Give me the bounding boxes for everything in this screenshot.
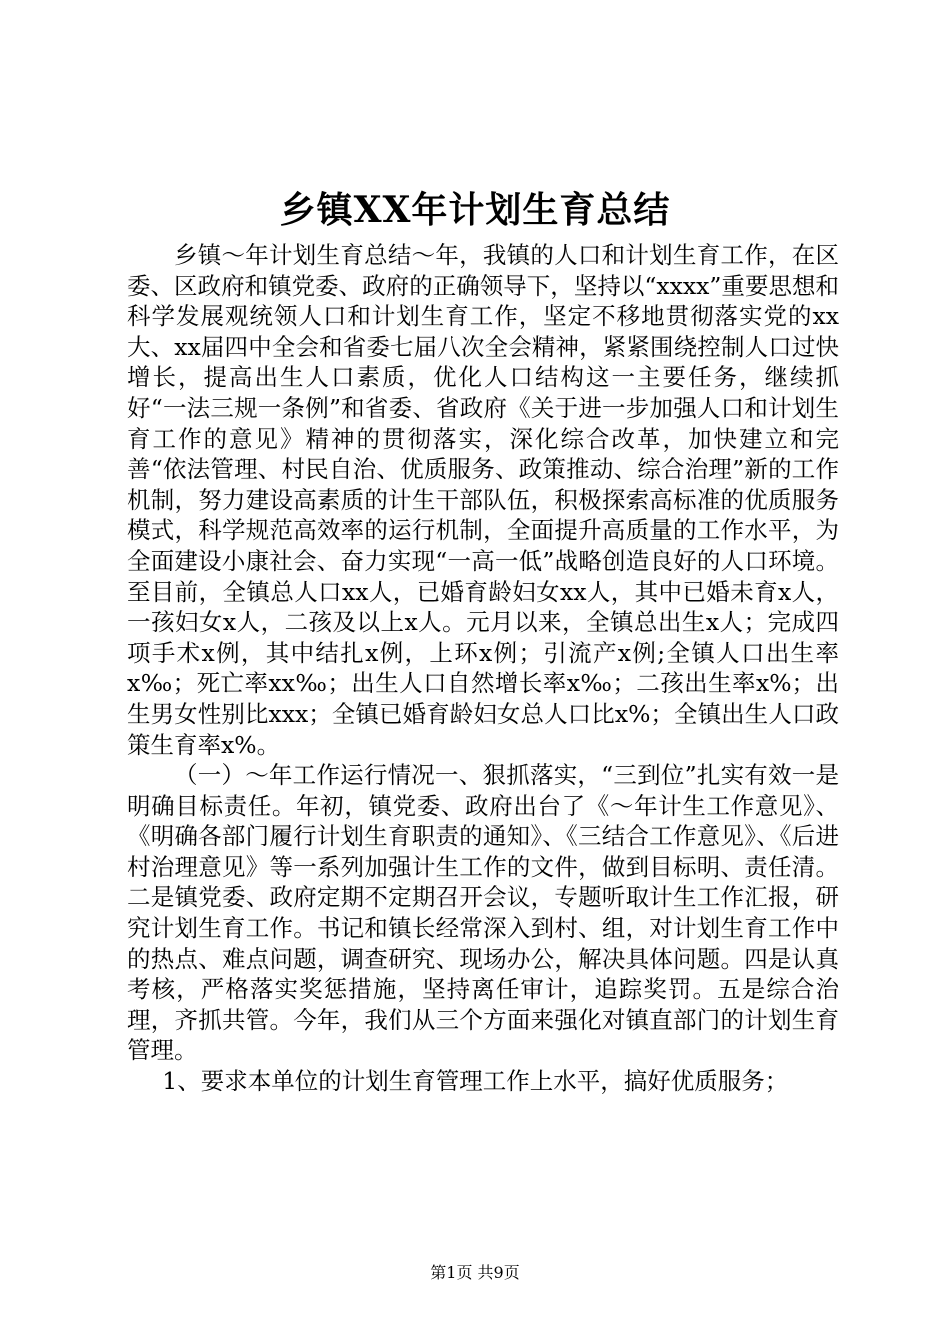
page-number: 第1页 共9页 (430, 1263, 520, 1282)
paragraph-summary: 乡镇～年计划生育总结～年，我镇的人口和计划生育工作，在区委、区政府和镇党委、政府的正确领导下，坚持以“xxxx”重要思想和科学发展观统领人口和计划生育工作，坚定不移地贯彻落实党的xx大、xx届四中全会和省委七届八次全会精神，紧紧围绕控制人口过快增长，提高出生人口素质，优化人口结构这一主要任务，继续抓好“一法三规一条例”和省委、省政府《关于进一步加强人口和计划生育工作的意见》精神的贯彻落实，深化综合改革，加快建立和完善“依法管理、村民自治、优质服务、政策推动、综合治理”新的工作机制，努力建设高素质的计生干部队伍，积极探索高标准的优质服务模式，科学规范高效率的运行机制，全面提升高质量的工作水平，为全面建设小康社会、奋力实现“一高一低”战略创造良好的人口环境。至目前，全镇总人口xx人，已婚育龄妇女xx人，其中已婚未育x人，一孩妇女x人，二孩及以上x人。元月以来，全镇总出生x人；完成四项手术x例，其中结扎x例，上环x例；引流产x例;全镇人口出生率x‰；死亡率xx‰；出生人口自然增长率x‰；二孩出生率x%；出生男女性别比xxx；全镇已婚育龄妇女总人口比x%；全镇出生人口政策生育率x%。 (127, 241, 839, 759)
paragraph-list-item: 1、要求本单位的计划生育管理工作上水平，搞好优质服务； (162, 1067, 789, 1096)
document-body (127, 240, 839, 1097)
paragraph-work-status: （一）～年工作运行情况一、狠抓落实，“三到位”扎实有效一是明确目标责任。年初，镇党委、政府出台了《～年计生工作意见》、《明确各部门履行计划生育职责的通知》、《三结合工作意见》、《后进村治理意见》等一系列加强计生工作的文件，做到目标明、责任清。二是镇党委、政府定期不定期召开会议，专题听取计生工作汇报，研究计划生育工作。书记和镇长经常深入到村、组，对计划生育工作中的热点、难点问题，调查研究、现场办公，解决具体问题。四是认真考核，严格落实奖惩措施，坚持离任审计，追踪奖罚。五是综合治理，齐抓共管。今年，我们从三个方面来强化对镇直部门的计划生育管理。 (127, 761, 839, 1065)
document-title: 乡镇XX年计划生育总结 (279, 189, 671, 231)
